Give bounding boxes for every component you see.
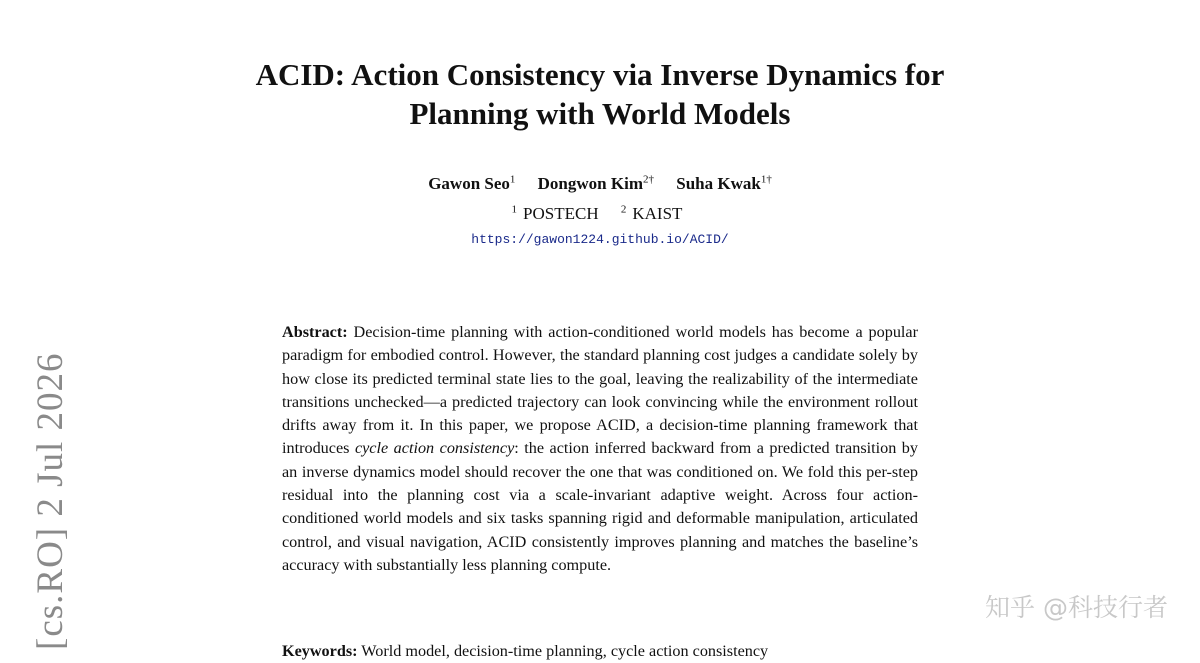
abstract-text-2: : the action inferred backward from a predicted transition by an inverse dynamics model should recover the one that was conditioned on. We fold this per-step residual into the planning cost via a scale-invariant adaptive weight. Across four action-conditioned world models and six tasks spanning rigid and deformable manipulation, articulated control, and visual navigation, ACID consistently improves planning and matches the baseline’s accuracy with substantially less planning compute. [282,439,918,574]
title-line-1: ACID: Action Consistency via Inverse Dynamics for [255,57,945,92]
abstract-italic-term: cycle action consistency [354,439,515,458]
abstract-label: Abstract: [282,323,348,341]
affiliation-1: $^1$ POSTECH [511,203,599,223]
author-list [0,173,1200,194]
affiliation-2: $^2$ KAIST [620,203,683,223]
keywords-text: World model, decision-time planning, cycle action consistency [357,642,769,660]
arxiv-side-stamp: [cs.RO] 2 Jul 2026 [30,352,71,650]
paper-title [0,55,1200,133]
keywords-label: Keywords: [282,642,358,660]
project-url-link[interactable]: https://gawon1224.github.io/ACID/ [471,232,729,247]
abstract-text-1: Decision-time planning with action-conditioned world models has become a popular paradigm for embodied control. However, the standard planning cost judges a candidate solely by how close its predicted terminal state lies to the goal, leaving the realizability of the intermediate transitions unchecked—a predicted trajectory can look convincing while the environment rollout drifts away from it. In this paper, we propose ACID, a decision-time planning framework that introduces [282,323,918,458]
author-1: Gawon Seo$^1$ [428,173,516,193]
title-line-2: Planning with World Models [409,96,791,131]
keywords-line [282,640,918,663]
author-2: Dongwon Kim$^{2\dagger}$ [537,173,654,193]
author-3: Suha Kwak$^{1\dagger}$ [676,173,772,193]
affiliation-list [0,203,1200,224]
abstract-paragraph [282,321,918,577]
watermark-text: 知乎 @科技行者 [985,593,1168,622]
